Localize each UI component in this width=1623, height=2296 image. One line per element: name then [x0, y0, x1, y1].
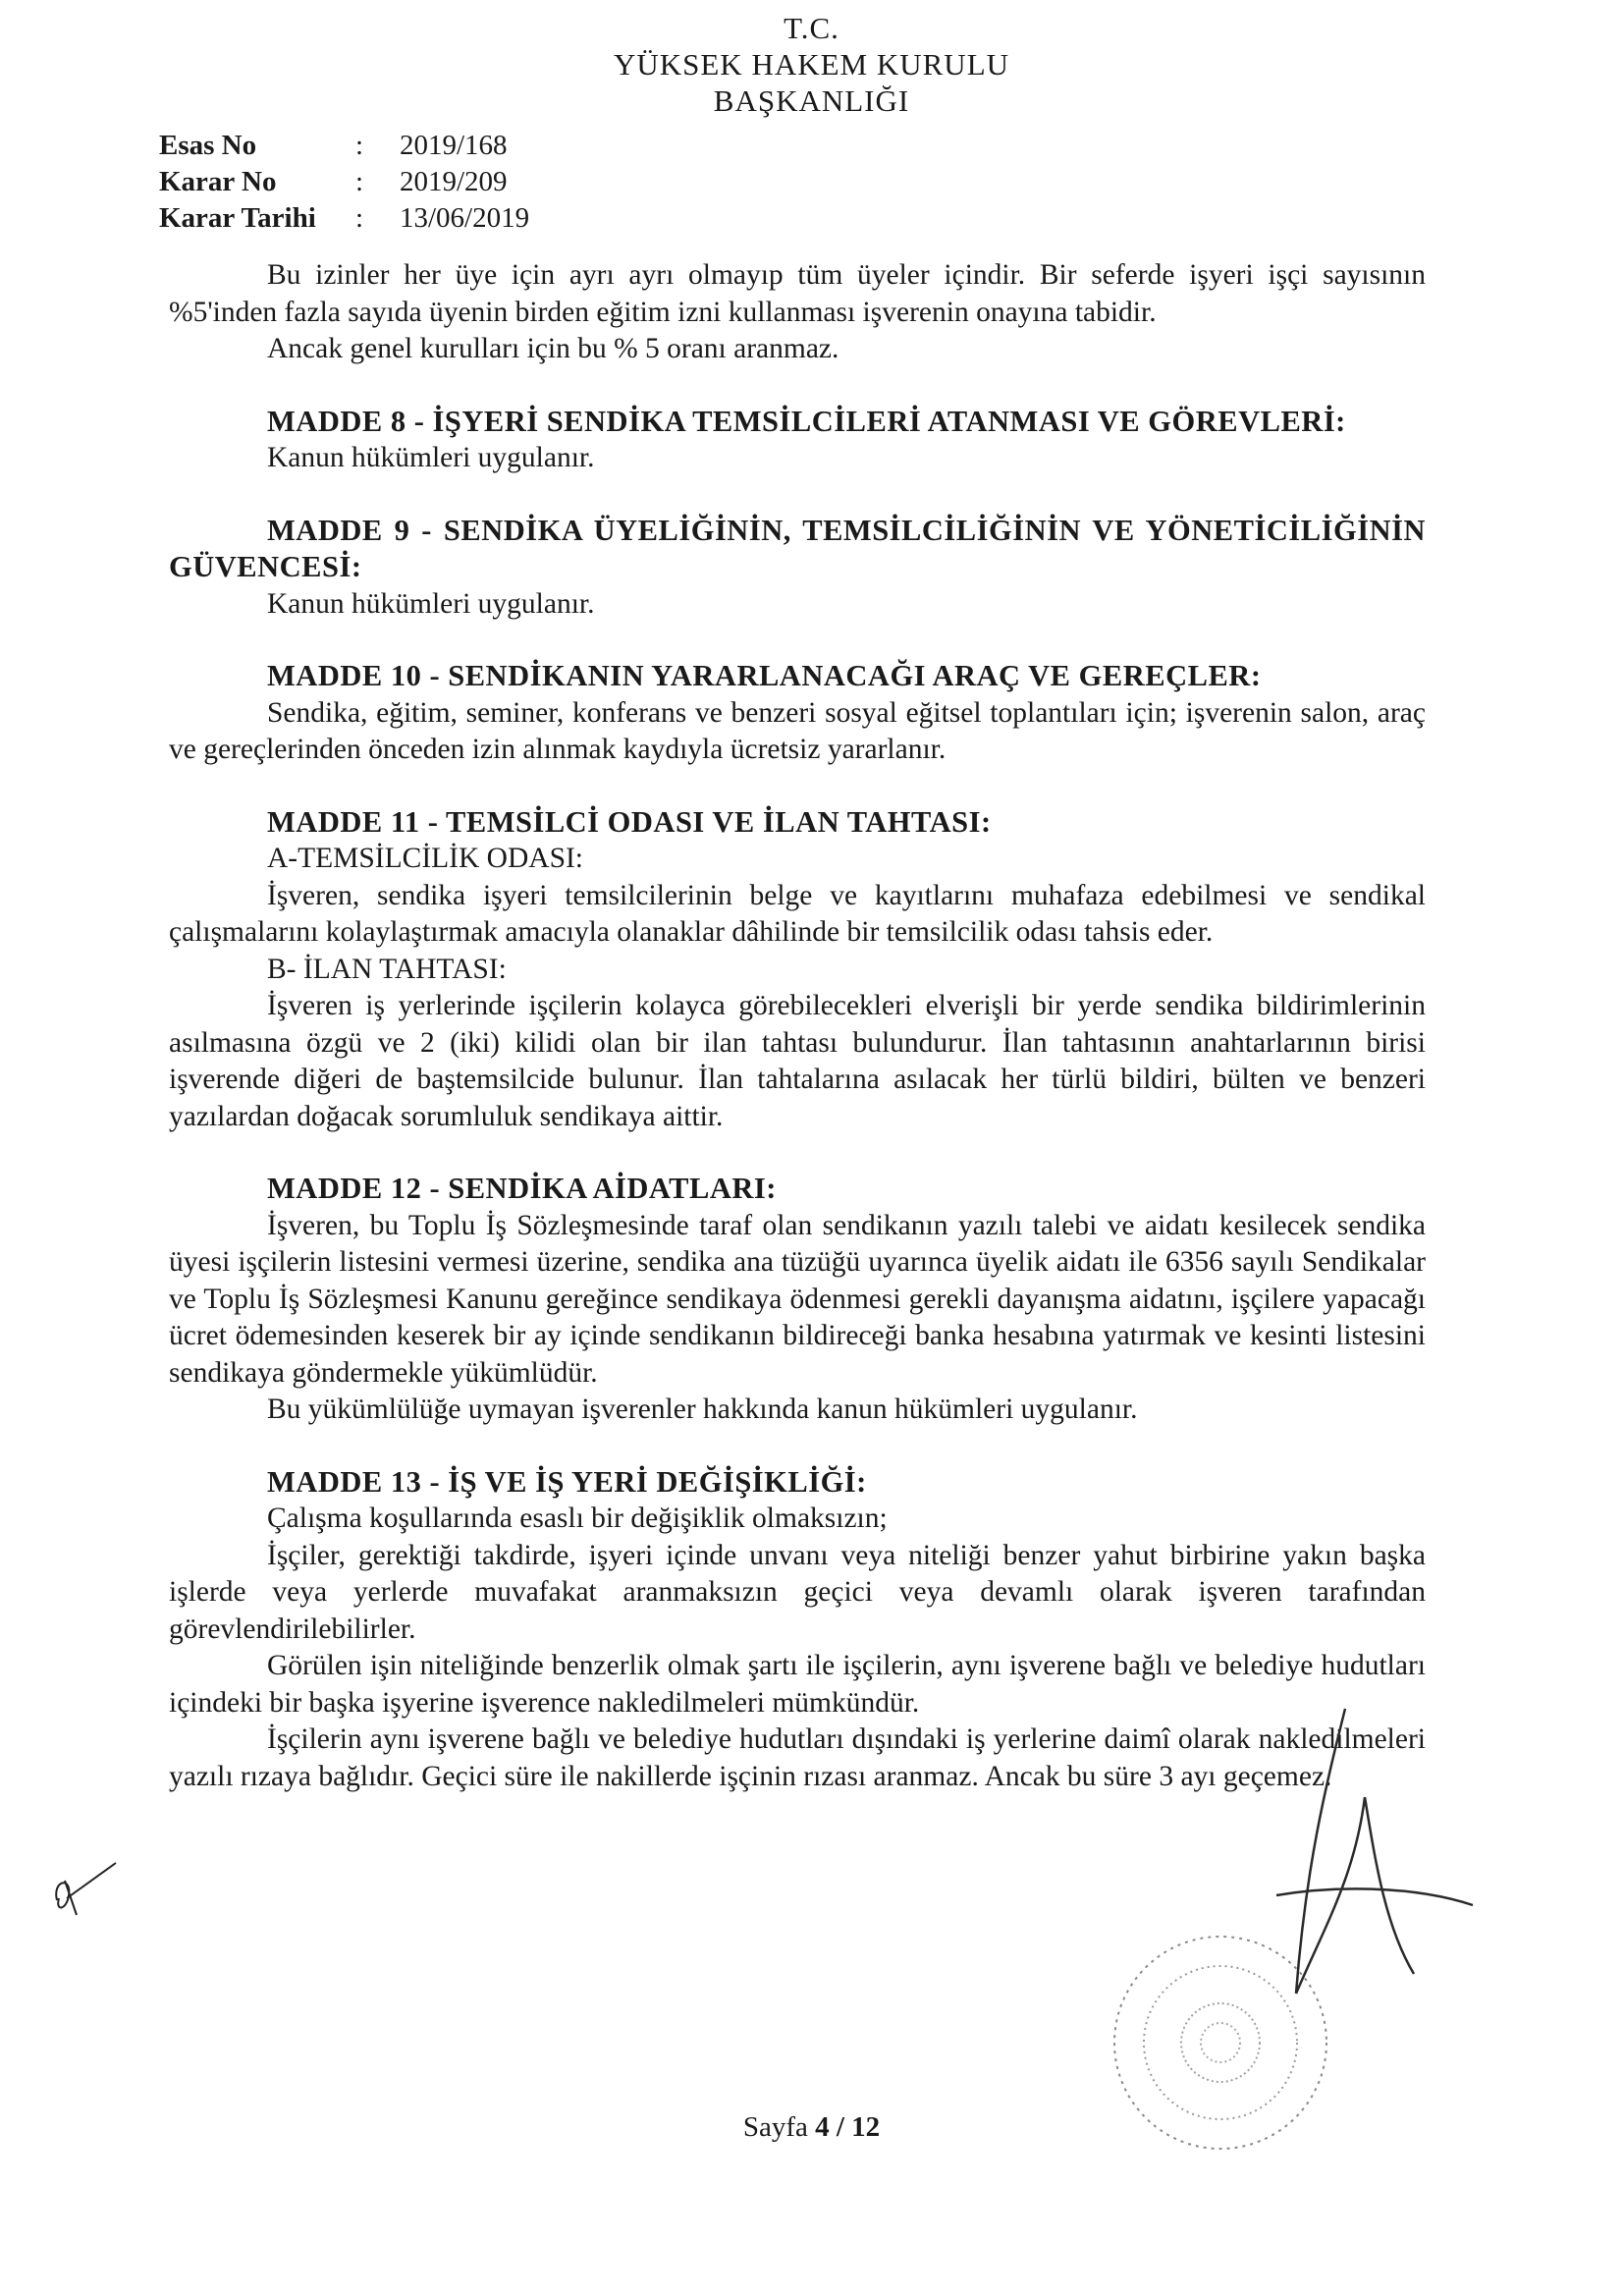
handwritten-initial-icon [47, 1851, 126, 1930]
meta-row-tarih [159, 200, 529, 237]
article-11-heading: MADDE 11 - TEMSİLCİ ODASI VE İLAN TAHTASI: [267, 804, 992, 839]
article-10-text: Sendika, eğitim, seminer, konferans ve benzeri sosyal eğitsel toplantıları için; işverenin salon, araç ve gereçlerinden önceden izin alınmak kaydıyla ücretsiz yararlanır. [169, 696, 1426, 765]
article-9-text: Kanun hükümleri uygulanır. [267, 587, 595, 620]
article-13-text-2: İşçiler, gerektiği takdirde, işyeri içinde unvanı veya niteliği benzer yahut birbirine yakın başka işlerde veya yerlerde muvafakat aranmaksızın geçici veya devamlı olarak işveren tarafından görevlendirilebilirler. [169, 1539, 1426, 1645]
meta-label: Karar Tarihi [159, 202, 316, 234]
meta-sep: : [355, 130, 364, 161]
meta-row-esas [159, 128, 529, 164]
paragraph-intro-2: Ancak genel kurulları için bu % 5 oranı aranmaz. [267, 333, 839, 364]
meta-label: Karar No [159, 166, 277, 197]
paragraph-intro-1: Bu izinler her üye için ayrı ayrı olmayıp tüm üyeler içindir. Bir seferde işyeri işçi sayısının %5'inden fazla sayıda üyenin birden eğitim izni kullanması işverenin onayına tabidir. [169, 259, 1426, 328]
article-11-b-text: İşveren iş yerlerinde işçilerin kolayca görebilecekleri elverişli bir yerde sendika bildirimlerinin asılmasına özgü ve 2 (iki) kilidi olan bir ilan tahtası bulundurur. İlan tahtasının anahtarlarının birisi işverende diğeri de baştemsilcide bulunur. İlan tahtalarına asılacak her türlü bildiri, bülten ve benzeri yazılardan doğacak sorumluluk sendikaya aittir. [169, 990, 1426, 1132]
meta-label: Esas No [159, 130, 257, 161]
header-line-1: T.C. [784, 11, 839, 45]
meta-sep: : [355, 166, 364, 197]
document-header [0, 10, 1623, 119]
article-8-heading: MADDE 8 - İŞYERİ SENDİKA TEMSİLCİLERİ ATANMASI VE GÖREVLERİ: [267, 404, 1346, 438]
article-10-heading: MADDE 10 - SENDİKANIN YARARLANACAĞI ARAÇ VE GEREÇLER: [267, 659, 1262, 692]
article-13-text-1: Çalışma koşullarında esaslı bir değişiklik olmaksızın; [267, 1503, 888, 1534]
meta-value: 13/06/2019 [400, 202, 530, 234]
article-12-text-2: Bu yükümlülüğe uymayan işverenler hakkında kanun hükümleri uygulanır. [267, 1394, 1138, 1425]
article-12-heading: MADDE 12 - SENDİKA AİDATLARI: [267, 1172, 777, 1205]
article-11-a-heading: A-TEMSİLCİLİK ODASI: [267, 843, 584, 874]
page-footer [0, 2111, 1623, 2144]
article-12-text-1: İşveren, bu Toplu İş Sözleşmesinde taraf olan sendikanın yazılı talebi ve aidatı kesilecek sendika üyesi işçilerin listesini vermesi üzerine, sendika ana tüzüğü uyarınca üyelik aidatı ile 6356 sayılı Sendikalar ve Toplu İş Sözleşmesi Kanunu gereğince sendikaya ödenmesi gerekli dayanışma aidatını, işçilere yapacağı ücret ödemesinden keserek bir ay içinde sendikanın bildireceği banka hesabına yatırmak ve kesinti listesini sendikaya göndermekle yükümlüdür. [169, 1209, 1426, 1389]
article-13-text-3: Görülen işin niteliğinde benzerlik olmak şartı ile işçilerin, aynı işverene bağlı ve belediye hudutları içindeki bir başka işyerine işverence nakledilmeleri mümkündür. [169, 1650, 1426, 1719]
case-meta [159, 128, 529, 237]
header-line-3: BAŞKANLIĞI [713, 83, 910, 118]
meta-value: 2019/168 [400, 130, 508, 161]
header-line-2: YÜKSEK HAKEM KURULU [613, 47, 1010, 82]
article-11-b-heading: B- İLAN TAHTASI: [267, 953, 507, 985]
article-8-text: Kanun hükümleri uygulanır. [267, 442, 595, 473]
official-seal-icon [1108, 1930, 1333, 2156]
article-9-heading: MADDE 9 - SENDİKA ÜYELİĞİNİN, TEMSİLCİLİĞİNİN VE YÖNETİCİLİĞİNİN GÜVENCESİ: [169, 513, 1426, 583]
meta-sep: : [355, 202, 364, 234]
article-11-a-text: İşveren, sendika işyeri temsilcilerinin belge ve kayıtlarını muhafaza edebilmesi ve sendikal çalışmalarını kolaylaştırmak amacıyla olanaklar dâhilinde bir temsilcilik odası tahsis eder. [169, 879, 1426, 948]
meta-value: 2019/209 [400, 166, 508, 197]
meta-row-karar [159, 164, 529, 200]
document-body [169, 257, 1426, 1795]
article-13-text-4: İşçilerin aynı işverene bağlı ve belediye hudutları dışındaki iş yerlerine daimî olarak nakledilmeleri yazılı rızaya bağlıdır. Geçici süre ile nakillerde işçinin rızası aranmaz. Ancak bu süre 3 ayı geçemez. [169, 1723, 1426, 1792]
article-13-heading: MADDE 13 - İŞ VE İŞ YERİ DEĞİŞİKLİĞİ: [267, 1464, 867, 1499]
page-label: Sayfa [742, 2111, 808, 2143]
page-number: 4 / 12 [815, 2111, 881, 2143]
